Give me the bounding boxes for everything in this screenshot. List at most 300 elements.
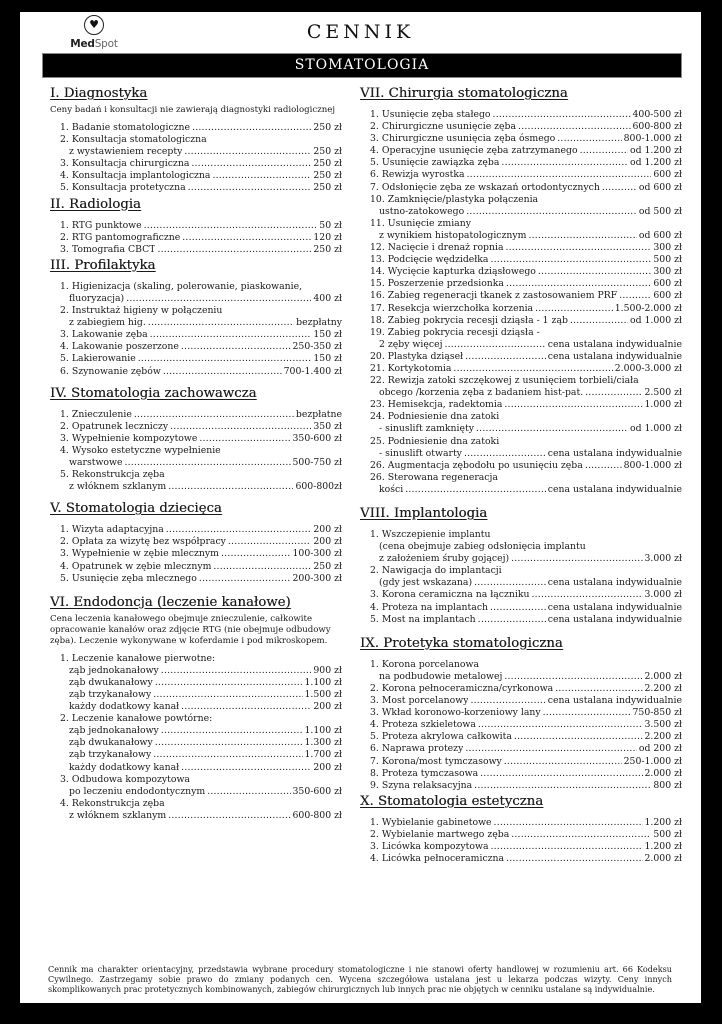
item-number: 24. (370, 411, 385, 423)
item-name: Znieczulenie (71, 408, 132, 420)
price-item (50, 244, 342, 256)
price-item (360, 254, 682, 266)
price-list-page (20, 12, 701, 1003)
dot-leader (163, 366, 282, 378)
price-item (360, 541, 682, 553)
item-name: z włóknem szklanym (69, 809, 167, 821)
dot-leader (212, 170, 311, 182)
item-name: Wizyta adaptacyjna (71, 524, 164, 536)
item-number: 6. (60, 365, 69, 377)
item-name: Licówka pełnoceramiczna (381, 853, 505, 865)
item-name: Sterowana regeneracja (387, 471, 498, 483)
item-price: 800 zł (653, 779, 682, 791)
item-name: z wystawieniem recepty (69, 146, 183, 158)
item-price: 150 zł (313, 353, 342, 365)
item-name: Lakierowanie (71, 353, 136, 365)
dot-leader (405, 484, 546, 496)
price-item (360, 351, 682, 363)
section-stomatologia-zachowawcza (50, 386, 342, 494)
item-price: od 600 zł (638, 181, 682, 193)
item-number: 5. (370, 731, 379, 743)
item-price: cena ustalana indywidualnie (547, 613, 682, 625)
item-number: 5. (370, 157, 379, 169)
price-item (360, 266, 682, 278)
item-number: 4. (60, 170, 69, 182)
item-name: Zamknięcie/plastyka połączenia (387, 193, 539, 205)
item-name: Hemisekcja, radektomia (387, 399, 503, 411)
price-item (50, 146, 342, 158)
dot-leader (153, 749, 302, 761)
item-number: 22. (370, 375, 385, 387)
item-name: każdy dodatkowy kanał (69, 701, 180, 713)
item-price: od 200 zł (638, 743, 682, 755)
item-price: 1.200 zł (644, 840, 682, 852)
item-name: Proteza szkieletowa (381, 719, 476, 731)
item-name: Chirurgiczne usunięcie zęba (381, 121, 517, 133)
dot-leader (184, 146, 311, 158)
item-price: od 1.000 zł (630, 314, 682, 326)
price-item (360, 315, 682, 327)
dot-leader (514, 731, 643, 743)
item-name: obcego /korzenia zęba z badaniem hist-pat. (379, 387, 584, 399)
item-name: z włóknem szklanym (69, 481, 167, 493)
dot-leader (150, 329, 312, 341)
item-number: 3. (60, 773, 69, 785)
item-number: 1. (60, 219, 69, 231)
section-title: VI. Endodoncja (leczenie kanałowe) (50, 594, 291, 610)
item-price: od 500 zł (638, 205, 682, 217)
dot-leader (580, 145, 628, 157)
item-name: Opatrunek w zębie mlecznym (71, 560, 212, 572)
dot-leader (465, 743, 637, 755)
price-item (50, 170, 342, 182)
dot-leader (490, 602, 546, 614)
price-item (360, 756, 682, 768)
dot-leader (170, 421, 311, 433)
item-price: 800-1.000 zł (623, 133, 682, 145)
item-name: Tomografia CBCT (71, 243, 156, 255)
dot-leader (506, 853, 642, 865)
item-number: 2. (370, 682, 379, 694)
item-number: 14. (370, 266, 385, 278)
item-number: 4. (370, 719, 379, 731)
price-item (50, 786, 342, 798)
item-price: cena ustalana indywidualnie (547, 577, 682, 589)
item-price: 800-1.000 zł (623, 459, 682, 471)
item-name: Zabieg pokrycia recesji dziąsła - 1 ząb (387, 314, 568, 326)
dot-leader (221, 548, 291, 560)
item-price: 50 zł (319, 219, 342, 231)
item-price: 150 zł (313, 329, 342, 341)
item-name: Proteza tymczasowa (381, 767, 479, 779)
item-price: 200 zł (313, 536, 342, 548)
price-list (50, 281, 342, 378)
page-title: CENNIK (306, 21, 415, 43)
price-item (360, 109, 682, 121)
item-name: ząb dwukanałowy (69, 737, 153, 749)
item-price: cena ustalana indywidualnie (547, 483, 682, 495)
item-number: 1. (370, 816, 379, 828)
item-name: Wypełnienie kompozytowe (71, 432, 198, 444)
item-number: 20. (370, 350, 385, 362)
section-stomatologia-estetyczna (360, 794, 682, 865)
item-number: 1. (60, 408, 69, 420)
item-number: 4. (60, 444, 69, 456)
price-item (360, 278, 682, 290)
dot-leader (476, 423, 628, 435)
item-name: Lakowanie poszerzone (71, 341, 179, 353)
price-item (360, 206, 682, 218)
item-number: 2. (60, 305, 69, 317)
dot-leader (504, 671, 642, 683)
dot-leader (480, 768, 642, 780)
item-name: fluoryzacja) (69, 292, 125, 304)
item-number: 3. (60, 548, 69, 560)
item-price: 250 zł (313, 243, 342, 255)
item-price: 600 zł (653, 290, 682, 302)
price-list (50, 409, 342, 494)
dot-leader (619, 290, 651, 302)
item-number: 18. (370, 314, 385, 326)
item-price: 3.000 zł (644, 553, 682, 565)
price-item (50, 329, 342, 341)
item-name: Wszczepienie implantu (381, 529, 491, 540)
item-number: 4. (60, 341, 69, 353)
item-name: Instruktaż higieny w połączeniu (71, 305, 223, 317)
dot-leader (188, 182, 312, 194)
item-price: 200-300 zł (292, 572, 342, 584)
item-price: 250-1.000 zł (623, 755, 682, 767)
price-item (360, 829, 682, 841)
item-number: 4. (370, 145, 379, 157)
price-item (360, 303, 682, 315)
section-endodoncja (50, 595, 342, 822)
item-number: 3. (60, 432, 69, 444)
section-stomatologia-dziecieca (50, 501, 342, 584)
dot-leader (494, 817, 643, 829)
price-item (360, 683, 682, 695)
price-item (360, 671, 682, 683)
price-item (50, 548, 342, 560)
dot-leader (501, 157, 628, 169)
item-name: Odbudowa kompozytowa (71, 773, 190, 785)
item-name: Szyna relaksacyjna (381, 779, 473, 791)
item-price: 2.000 zł (644, 853, 682, 865)
item-number: 5. (60, 182, 69, 194)
item-name: Opatrunek leczniczy (71, 420, 169, 432)
item-name: ząb jednokanałowy (69, 725, 159, 737)
item-price: 2.000 zł (644, 670, 682, 682)
price-item (50, 220, 342, 232)
item-name: Korona porcelanowa (381, 658, 479, 670)
item-number: 1. (370, 529, 379, 540)
price-item (360, 145, 682, 157)
price-item (360, 529, 682, 541)
item-name: Korona ceramiczna na łączniku (381, 589, 530, 601)
price-item (360, 242, 682, 254)
item-name: Leczenie kanałowe powtórne: (71, 713, 213, 725)
item-number: 5. (60, 469, 69, 481)
price-item (50, 561, 342, 573)
item-price: 600 zł (653, 278, 682, 290)
item-price: 700-1.400 zł (283, 365, 342, 377)
price-item (50, 445, 342, 457)
item-number: 8. (370, 767, 379, 779)
item-number: 3. (370, 840, 379, 852)
price-item (50, 317, 342, 329)
price-item (360, 602, 682, 614)
item-name: Operacyjne usunięcie zęba zatrzymanego (381, 145, 578, 157)
item-name: Rewizja wyrostka (381, 169, 465, 181)
dot-leader (538, 266, 651, 278)
item-name: Most na implantach (381, 613, 476, 625)
item-number: 5. (370, 613, 379, 625)
price-item (360, 436, 682, 448)
price-item (50, 481, 342, 493)
item-price: 400 zł (313, 292, 342, 304)
item-name: Usunięcie zęba mlecznego (71, 572, 197, 584)
item-number: 2. (60, 420, 69, 432)
category-banner: STOMATOLOGIA (42, 53, 682, 78)
price-item (360, 731, 682, 743)
section-profilaktyka (50, 258, 342, 378)
dot-leader (478, 614, 546, 626)
dot-leader (474, 577, 546, 589)
item-name: ustno-zatokowego (379, 205, 465, 217)
item-price: od 1.000 zł (630, 423, 682, 435)
price-item (50, 665, 342, 677)
item-number: 15. (370, 278, 385, 290)
price-item (360, 375, 682, 387)
price-list (50, 653, 342, 822)
price-item (360, 460, 682, 472)
item-number: 2. (370, 121, 379, 133)
item-name: Konsultacja implantologiczna (71, 170, 211, 182)
dot-leader (474, 780, 651, 792)
left-column (50, 86, 342, 822)
dot-leader (166, 524, 312, 536)
dot-leader (138, 353, 312, 365)
price-item (50, 701, 342, 713)
item-number: 2. (60, 713, 69, 725)
dot-leader (134, 409, 294, 421)
item-price: od 1.200 zł (630, 145, 682, 157)
price-item (360, 339, 682, 351)
item-price: 2.200 zł (644, 682, 682, 694)
price-item (360, 411, 682, 423)
item-price: 500 zł (653, 254, 682, 266)
right-column (360, 86, 682, 865)
item-price: 1.500-2.000 zł (614, 302, 682, 314)
item-number: 4. (370, 601, 379, 613)
dot-leader (470, 695, 545, 707)
price-item (360, 780, 682, 792)
item-number: 4. (60, 797, 69, 809)
price-item (360, 121, 682, 133)
item-name: Korona/most tymczasowy (381, 755, 502, 767)
dot-leader (532, 589, 643, 601)
item-price: 3.000 zł (644, 589, 682, 601)
item-number: 1. (60, 652, 69, 664)
item-price: 2.000 zł (644, 767, 682, 779)
price-item (360, 817, 682, 829)
item-name: Badanie stomatologiczne (71, 122, 191, 133)
item-price: od 1.200 zł (630, 157, 682, 169)
item-name: ząb trzykanałowy (69, 689, 152, 700)
item-name: Podniesienie dna zatoki (387, 435, 500, 447)
item-name: Leczenie kanałowe pierwotne: (71, 652, 216, 664)
price-item (360, 194, 682, 206)
dot-leader (199, 573, 291, 585)
price-item (50, 158, 342, 170)
item-number: 1. (60, 524, 69, 536)
item-name: Higienizacja (skaling, polerowanie, piaskowanie, (71, 280, 303, 292)
price-item (360, 327, 682, 339)
item-price: 3.500 zł (644, 719, 682, 731)
item-number: 2. (370, 565, 379, 577)
section-diagnostyka (50, 86, 342, 195)
item-price: 200 zł (313, 701, 342, 713)
item-name: z wynikiem histopatologicznym (379, 229, 527, 241)
item-price: od 600 zł (638, 229, 682, 241)
item-name: Zabieg regeneracji tkanek z zastosowaniem PRF (387, 290, 618, 302)
price-item (50, 536, 342, 548)
price-item (50, 725, 342, 737)
dot-leader (182, 232, 311, 244)
section-radiologia (50, 197, 342, 256)
price-item (360, 614, 682, 626)
dot-leader (466, 206, 637, 218)
item-number: 19. (370, 326, 385, 338)
price-item (360, 565, 682, 577)
item-name: Nawigacja do implantacji (381, 565, 502, 577)
item-name: z założeniem śruby gojącej) (379, 553, 510, 565)
price-item (50, 433, 342, 445)
item-price: 250 zł (313, 170, 342, 182)
item-name: Lakowanie zęba (71, 329, 148, 341)
item-price: 900 zł (313, 664, 342, 676)
item-price: bezpłatny (296, 317, 342, 329)
price-item (50, 774, 342, 786)
item-name: Podniesienie dna zatoki (387, 411, 500, 423)
item-name: Odsłonięcie zęba ze wskazań ortodontycznych (381, 181, 600, 193)
item-price: 350-600 zł (292, 785, 342, 797)
item-name: Usunięcie zęba stałego (381, 109, 491, 120)
item-name: na podbudowie metalowej (379, 670, 503, 682)
price-item (50, 305, 342, 317)
dot-leader (161, 725, 303, 737)
item-price: 600-800zł (295, 481, 342, 493)
item-name: Wkład koronowo-korzeniowy lany (381, 707, 541, 719)
price-item (360, 743, 682, 755)
dot-leader (192, 122, 311, 134)
price-item (50, 713, 342, 725)
dot-leader (157, 244, 311, 256)
dot-leader (213, 561, 311, 573)
item-name: Proteza na implantach (381, 601, 489, 613)
item-price: 500 zł (653, 828, 682, 840)
item-price: 1.000 zł (644, 399, 682, 411)
dot-leader (207, 786, 290, 798)
item-name: Konsultacja chirurgiczna (71, 158, 190, 170)
item-price: 200 zł (313, 524, 342, 536)
dot-leader (465, 351, 546, 363)
item-number: 3. (60, 329, 69, 341)
item-name: 2 zęby więcej (379, 338, 443, 350)
item-price: 1.700 zł (304, 749, 342, 761)
price-item (360, 218, 682, 230)
price-list (360, 817, 682, 865)
item-price: 2.200 zł (644, 731, 682, 743)
item-name: RTG pantomograficzne (71, 231, 181, 243)
price-item (360, 133, 682, 145)
dot-leader (518, 121, 630, 133)
dot-leader (181, 762, 311, 774)
price-list (360, 109, 682, 496)
item-number: 11. (370, 217, 385, 229)
price-item (50, 653, 342, 665)
item-price: cena ustalana indywidualnie (547, 695, 682, 707)
dot-leader (453, 363, 612, 375)
item-number: 7. (370, 755, 379, 767)
price-item (360, 472, 682, 484)
item-price: 500-750 zł (292, 456, 342, 468)
price-item (360, 290, 682, 302)
item-price: 1.100 zł (304, 676, 342, 688)
price-item (360, 695, 682, 707)
item-price: 200 zł (313, 761, 342, 773)
item-name: Rekonstrukcja zęba (71, 469, 165, 481)
item-number: 1. (370, 109, 379, 120)
price-item (360, 423, 682, 435)
dot-leader (511, 553, 642, 565)
item-name: Rewizja zatoki szczękowej z usunięciem torbieli/ciała (387, 375, 639, 387)
dot-leader (602, 182, 637, 194)
item-name: Licówka kompozytowa (381, 840, 489, 852)
dot-leader (506, 278, 651, 290)
dot-leader (153, 689, 302, 701)
dot-leader (511, 829, 651, 841)
item-price: 300 zł (653, 242, 682, 254)
dot-leader (161, 665, 312, 677)
item-name: warstwowe (69, 456, 123, 468)
item-price: 400-500 zł (632, 109, 682, 120)
price-item (50, 341, 342, 353)
item-number: 16. (370, 290, 385, 302)
item-name: Zabieg pokrycia recesji dziąsła - (387, 326, 540, 338)
item-name: Wysoko estetyczne wypełnienie (71, 444, 221, 456)
price-list (360, 659, 682, 792)
price-list (50, 122, 342, 195)
price-list (50, 220, 342, 256)
price-list (360, 529, 682, 626)
item-number: 17. (370, 302, 385, 314)
item-name: - sinuslift zamknięty (379, 423, 475, 435)
dot-leader (155, 737, 303, 749)
dot-leader (493, 109, 631, 121)
section-title: X. Stomatologia estetyczna (360, 793, 544, 809)
price-item (360, 553, 682, 565)
section-title: I. Diagnostyka (50, 86, 148, 101)
item-price: 1.200 zł (644, 816, 682, 828)
item-number: 1. (370, 658, 379, 670)
dot-leader (126, 293, 311, 305)
item-number: 1. (60, 122, 69, 133)
item-name: ząb dwukanałowy (69, 676, 153, 688)
dot-leader (199, 433, 290, 445)
price-item (50, 810, 342, 822)
item-price: 600-800 zł (632, 121, 682, 133)
